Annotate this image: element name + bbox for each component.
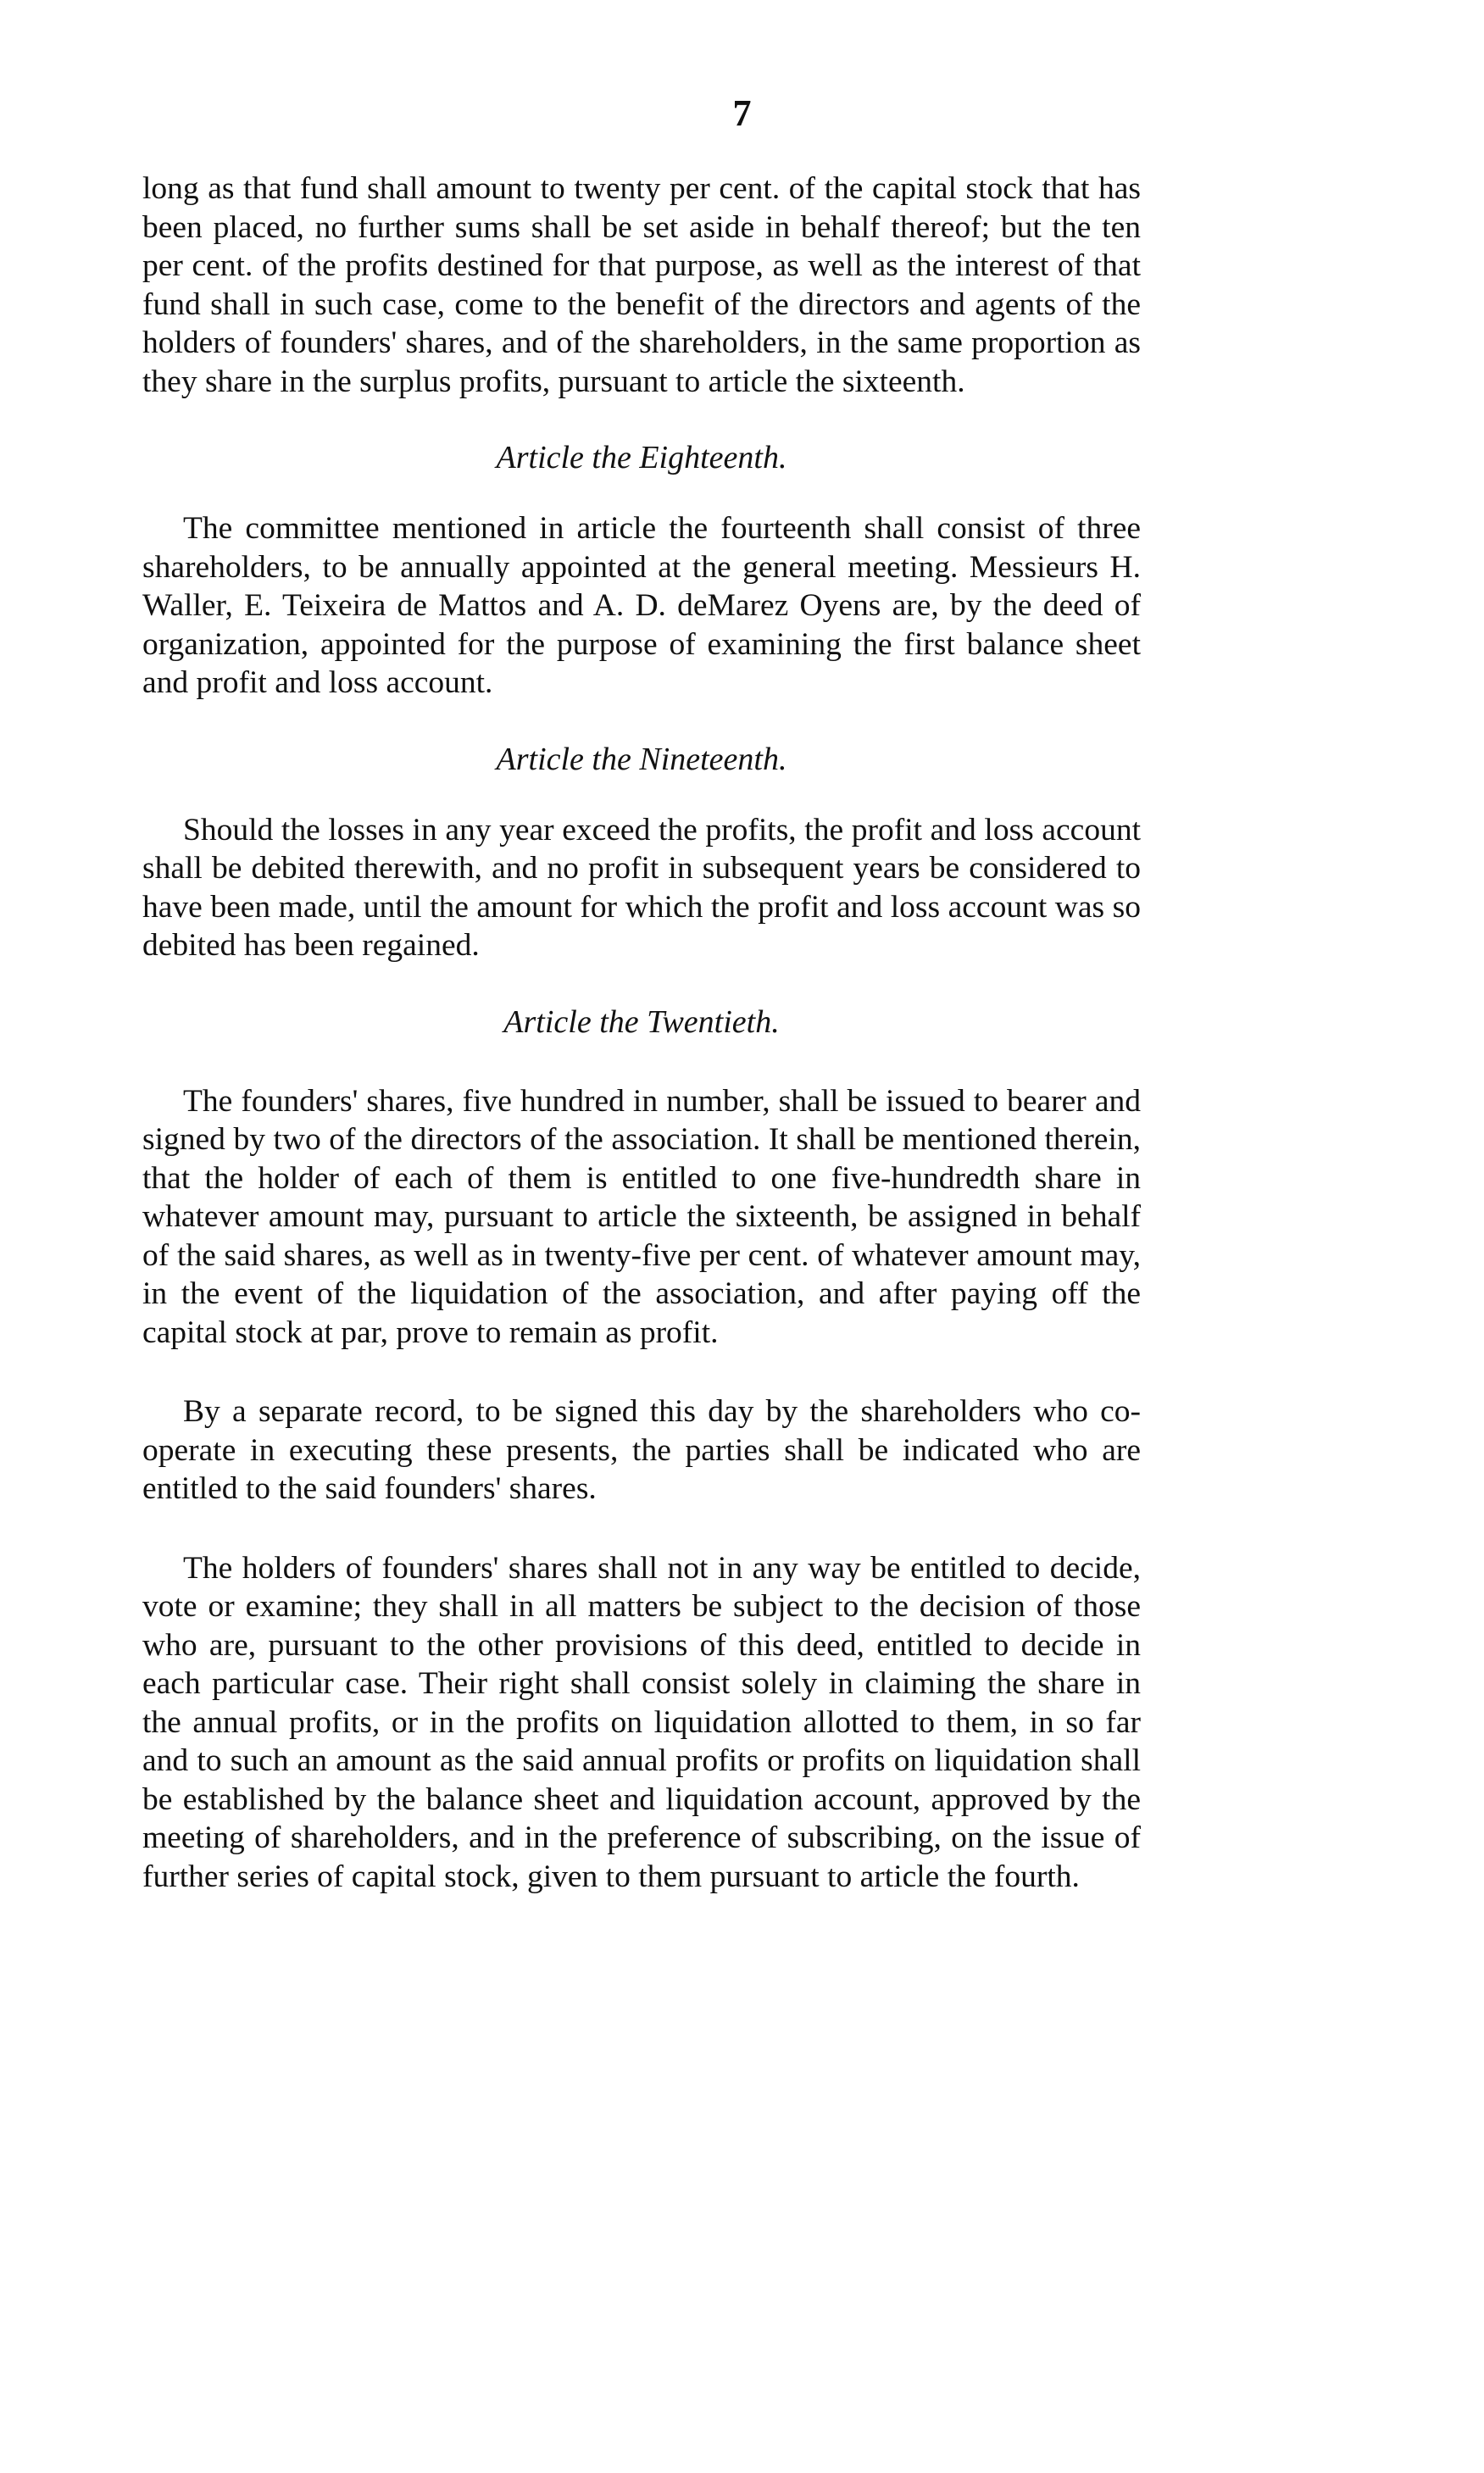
heading-article-eighteenth: Article the Eighteenth. <box>496 440 787 475</box>
paragraph-holders-rights: The holders of founders' shares shall not in any way be entitled to decide, vote or examine; they shall in all matters be subject to the decision of those who are, pursuant to the other provisions of this deed, entitled to decide in each particular case. Their right shall consist solely in claiming the share in the annual profits, or in the profits on liquidation allotted to them, in so far and to such an amount as the said annual profits or profits on liquidation shall be established by the balance sheet and liquidation account, approved by the meeting of shareholders, and in the preference of subscribing, on the issue of further series of capital stock, given to them pursuant to article the fourth. <box>142 1550 1141 1894</box>
paragraph-continuation: long as that fund shall amount to twenty per cent. of the capital stock that has been placed, no further sums shall be set aside in behalf thereof; but the ten per cent. of the profits destined for that purpose, as well as the interest of that fund shall in such case, come to the benefit of the directors and agents of the holders of founders' shares, and of the shareholders, in the same proportion as they share in the surplus profits, pursuant to article the sixteenth. <box>142 171 1141 399</box>
paragraph-article-nineteenth: Should the losses in any year exceed the profits, the profit and loss account shall be debited therewith, and no profit in subsequent years be considered to have been made, until the amount for which the profit and loss account was so debited has been regained. <box>142 812 1141 963</box>
text-column <box>142 169 1141 1896</box>
heading-article-nineteenth: Article the Nineteenth. <box>496 741 787 777</box>
paragraph-separate-record: By a separate record, to be signed this day by the shareholders who co-operate in executing these presents, the parties shall be indicated who are entitled to the said founders' shares. <box>142 1394 1141 1506</box>
page-number: 7 <box>732 92 752 134</box>
paragraph-founders-shares: The founders' shares, five hundred in number, shall be issued to bearer and signed by two of the directors of the association. It shall be mentioned therein, that the holder of each of them is entitled to one five-hundredth share in whatever amount may, pursuant to article the sixteenth, be assigned in behalf of the said shares, as well as in twenty-five per cent. of whatever amount may, in the event of the liquidation of the association, and after paying off the capital stock at par, prove to remain as profit. <box>142 1083 1141 1350</box>
heading-article-twentieth: Article the Twentieth. <box>503 1003 780 1040</box>
paragraph-article-eighteenth: The committee mentioned in article the fourteenth shall consist of three shareholders, to be annually appointed at the general meeting. Messieurs H. Waller, E. Teixeira de Mattos and A. D. deMarez Oyens are, by the deed of organization, appointed for the purpose of examining the first balance sheet and profit and loss account. <box>142 511 1141 700</box>
